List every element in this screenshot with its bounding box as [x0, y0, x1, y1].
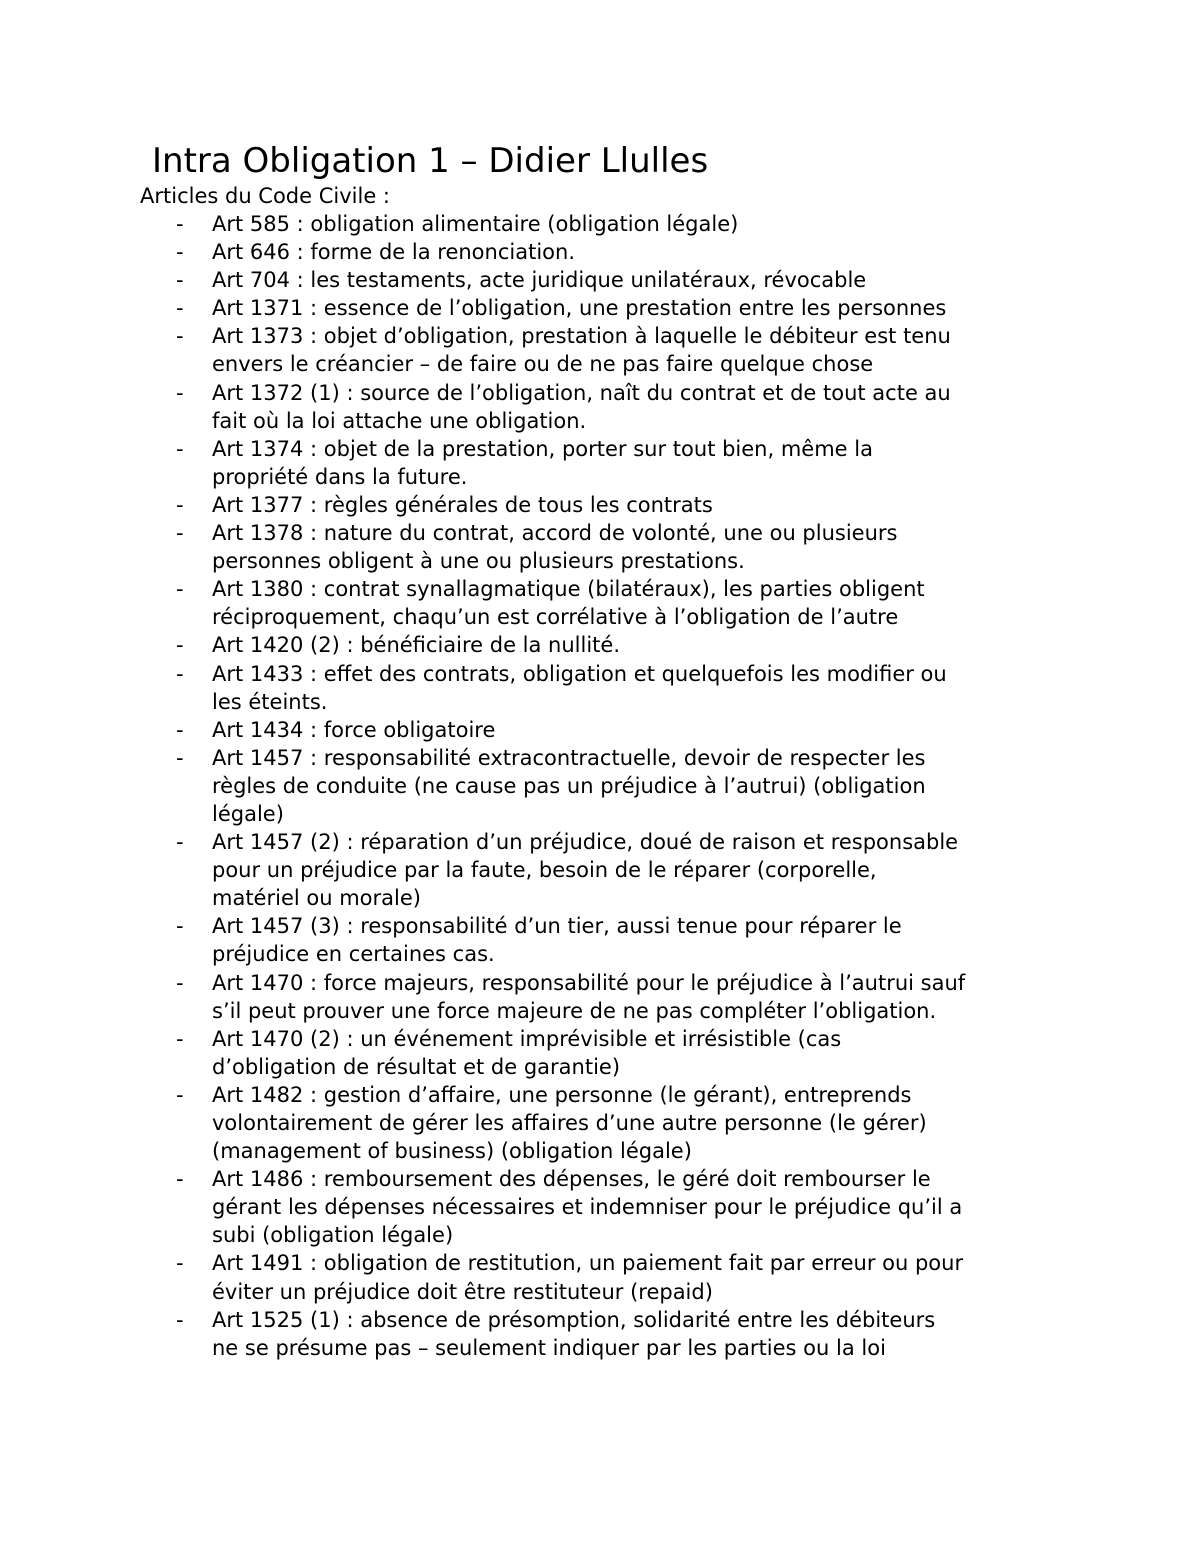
bullet-dash: -: [176, 717, 184, 742]
article-text-line: Art 1374 : objet de la prestation, porter sur tout bien, même la: [212, 436, 873, 461]
article-text-line: Art 1378 : nature du contrat, accord de volonté, une ou plusieurs: [212, 521, 898, 546]
article-text-line: légale): [212, 801, 284, 826]
list-item: [0, 238, 1072, 266]
bullet-dash: -: [176, 521, 184, 546]
article-text-line: Art 585 : obligation alimentaire (obligation légale): [212, 212, 739, 236]
article-text-line: Art 1457 (3) : responsabilité d’un tier, aussi tenue pour réparer le: [212, 914, 902, 939]
bullet-dash: -: [176, 380, 184, 405]
article-text-line: règles de conduite (ne cause pas un préjudice à l’autrui) (obligation: [212, 773, 926, 798]
bullet-dash: -: [176, 212, 184, 236]
article-text-line: Art 1433 : effet des contrats, obligation et quelquefois les modifier ou: [212, 661, 947, 686]
document-subtitle: Articles du Code Civile :: [140, 184, 391, 208]
article-text-line: pour un préjudice par la faute, besoin de le réparer (corporelle,: [212, 858, 877, 883]
list-item: [0, 912, 1072, 968]
article-text-line: Art 1457 (2) : réparation d’un préjudice, doué de raison et responsable: [212, 830, 959, 855]
article-text-line: réciproquement, chaqu’un est corrélative à l’obligation de l’autre: [212, 605, 899, 630]
list-item: [0, 744, 1072, 828]
article-text-line: personnes obligent à une ou plusieurs prestations.: [212, 549, 745, 574]
list-item: [0, 266, 1072, 294]
bullet-dash: -: [176, 633, 184, 658]
article-text-line: Art 1377 : règles générales de tous les contrats: [212, 492, 713, 517]
article-text-line: envers le créancier – de faire ou de ne pas faire quelque chose: [212, 352, 874, 377]
article-text-line: Art 1457 : responsabilité extracontractuelle, devoir de respecter les: [212, 745, 926, 770]
list-item: [0, 435, 1072, 491]
list-item: [0, 1306, 1072, 1362]
article-text-line: Art 1420 (2) : bénéficiaire de la nullité.: [212, 633, 621, 658]
list-item: [0, 379, 1072, 435]
list-item: [0, 575, 1072, 631]
bullet-dash: -: [176, 830, 184, 855]
list-item: [0, 294, 1072, 322]
article-text-line: s’il peut prouver une force majeure de ne pas compléter l’obligation.: [212, 998, 937, 1023]
article-text-line: fait où la loi attache une obligation.: [212, 408, 587, 433]
list-item: [0, 969, 1072, 1025]
bullet-dash: -: [176, 1082, 184, 1107]
article-text-line: d’obligation de résultat et de garantie): [212, 1054, 621, 1079]
article-text-line: les éteints.: [212, 689, 328, 714]
article-text-line: ne se présume pas – seulement indiquer par les parties ou la loi: [212, 1335, 886, 1360]
list-item: [0, 491, 1072, 519]
article-list: [0, 210, 1200, 1362]
bullet-dash: -: [176, 914, 184, 939]
list-item: [0, 828, 1072, 912]
bullet-dash: -: [176, 745, 184, 770]
list-item: [0, 519, 1072, 575]
article-text-line: Art 1525 (1) : absence de présomption, solidarité entre les débiteurs: [212, 1307, 936, 1332]
article-text-line: Art 1470 : force majeurs, responsabilité pour le préjudice à l’autrui sauf: [212, 970, 966, 995]
bullet-dash: -: [176, 1026, 184, 1051]
article-text-line: Art 646 : forme de la renonciation.: [212, 240, 575, 265]
article-text-line: éviter un préjudice doit être restituteur (repaid): [212, 1279, 713, 1304]
bullet-dash: -: [176, 324, 184, 349]
bullet-dash: -: [176, 577, 184, 602]
article-text-line: préjudice en certaines cas.: [212, 942, 495, 967]
article-text-line: subi (obligation légale): [212, 1223, 454, 1248]
list-item: [0, 1165, 1072, 1249]
article-text-line: (management of business) (obligation légale): [212, 1139, 692, 1164]
list-item: [0, 1025, 1072, 1081]
list-item: [0, 660, 1072, 716]
bullet-dash: -: [176, 1251, 184, 1276]
bullet-dash: -: [176, 1307, 184, 1332]
bullet-dash: -: [176, 240, 184, 265]
article-text-line: volontairement de gérer les affaires d’une autre personne (le gérer): [212, 1111, 927, 1135]
article-text-line: propriété dans la future.: [212, 464, 468, 489]
article-text-line: Art 1482 : gestion d’affaire, une personne (le gérant), entreprends: [212, 1082, 912, 1107]
article-text-line: Art 1372 (1) : source de l’obligation, naît du contrat et de tout acte au: [212, 380, 951, 405]
article-text-line: Art 1371 : essence de l’obligation, une prestation entre les personnes: [212, 296, 947, 321]
list-item: [0, 322, 1072, 378]
list-item: [0, 716, 1072, 744]
bullet-dash: -: [176, 436, 184, 461]
bullet-dash: -: [176, 492, 184, 517]
list-item: [0, 1249, 1072, 1305]
article-text-line: Art 1491 : obligation de restitution, un paiement fait par erreur ou pour: [212, 1251, 964, 1276]
article-text-line: Art 1373 : objet d’obligation, prestation à laquelle le débiteur est tenu: [212, 324, 951, 349]
article-text-line: gérant les dépenses nécessaires et indemniser pour le préjudice qu’il a: [212, 1195, 963, 1220]
bullet-dash: -: [176, 661, 184, 686]
article-text-line: Art 1486 : remboursement des dépenses, le géré doit rembourser le: [212, 1167, 931, 1192]
article-text-line: Art 1380 : contrat synallagmatique (bilatéraux), les parties obligent: [212, 577, 925, 602]
bullet-dash: -: [176, 1167, 184, 1192]
article-text-line: Art 1434 : force obligatoire: [212, 717, 496, 742]
list-item: [0, 210, 1072, 238]
article-text-line: matériel ou morale): [212, 886, 421, 911]
document-title: Intra Obligation 1 – Didier Llulles: [152, 141, 709, 181]
list-item: [0, 631, 1072, 659]
article-text-line: Art 1470 (2) : un événement imprévisible et irrésistible (cas: [212, 1026, 842, 1051]
list-item: [0, 1081, 1072, 1165]
bullet-dash: -: [176, 970, 184, 995]
bullet-dash: -: [176, 268, 184, 293]
bullet-dash: -: [176, 296, 184, 321]
article-text-line: Art 704 : les testaments, acte juridique unilatéraux, révocable: [212, 268, 867, 293]
